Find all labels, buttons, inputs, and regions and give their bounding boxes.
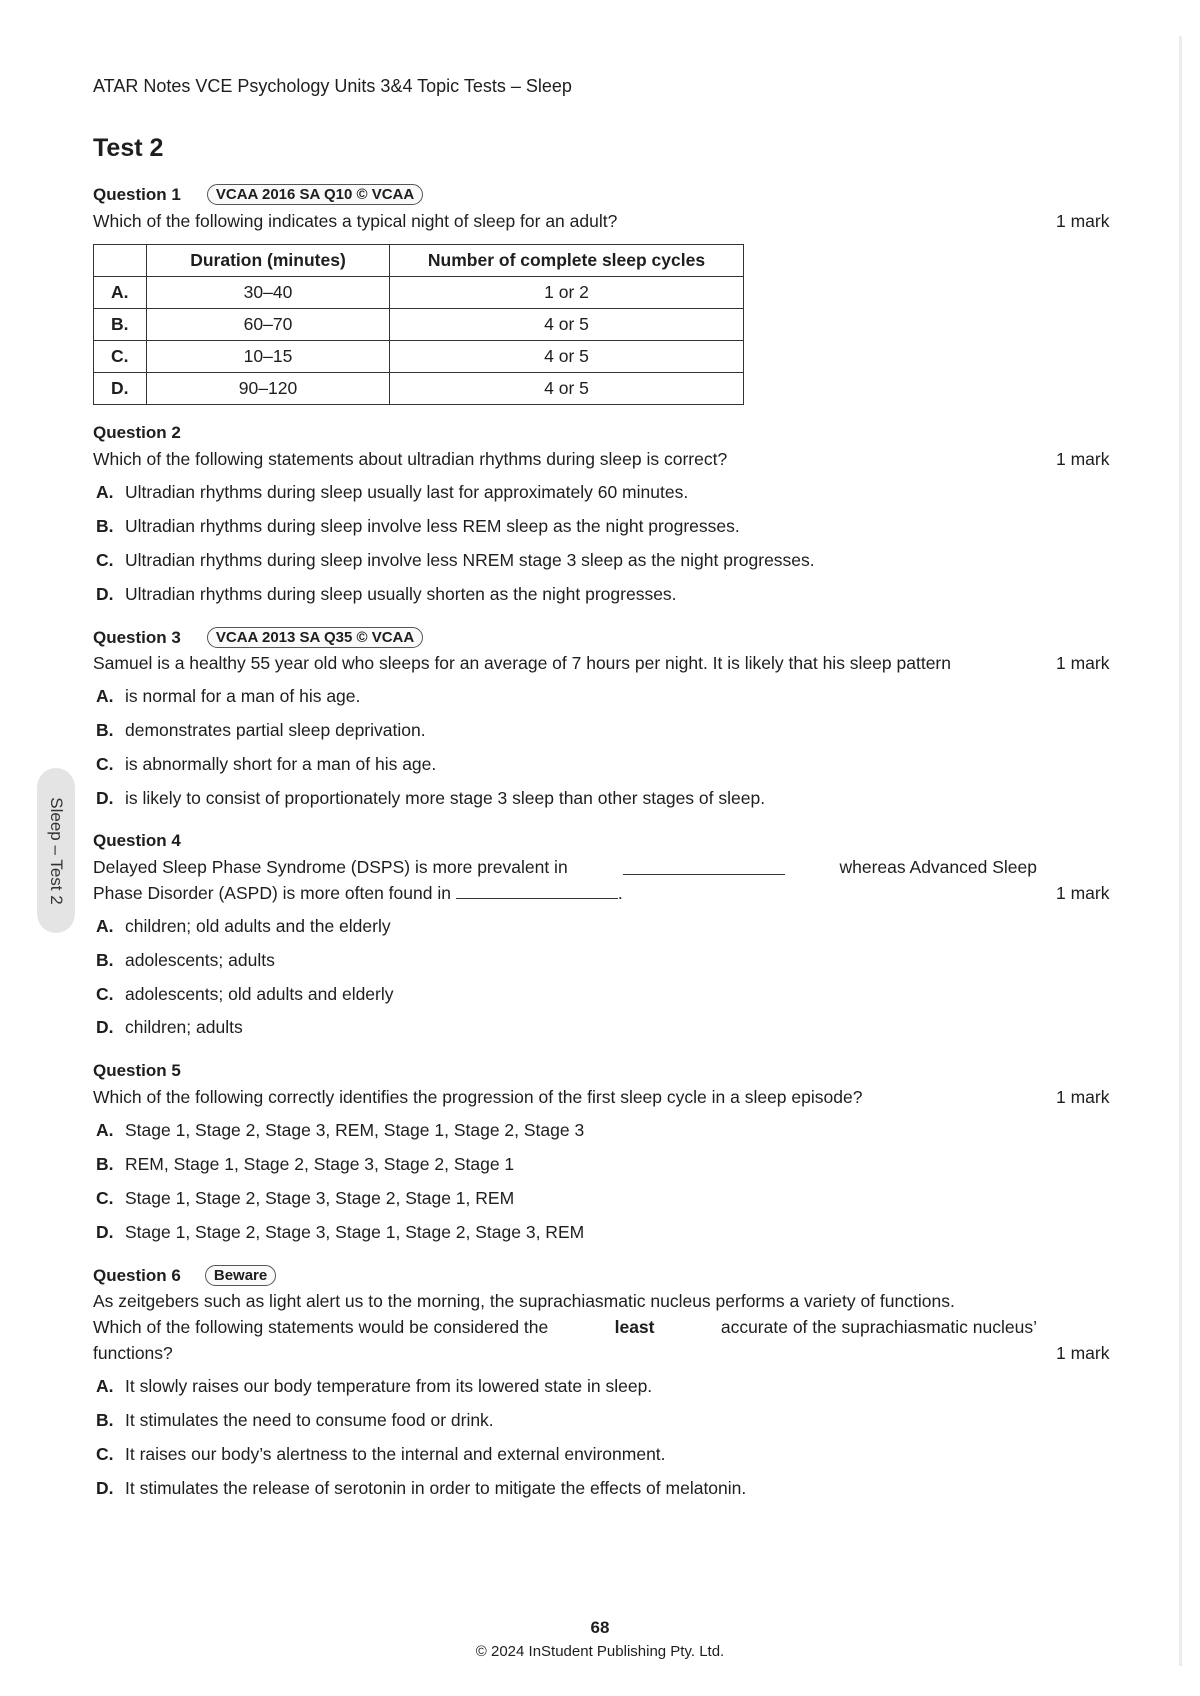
option-letter: C. [96, 1444, 114, 1464]
option-c [96, 550, 815, 571]
question-6-text-line3: functions? [93, 1343, 173, 1363]
question-1-heading [93, 184, 423, 205]
option-a [96, 1120, 584, 1141]
option-text: It stimulates the release of serotonin in order to mitigate the effects of melatonin. [125, 1478, 747, 1498]
table-cell: A. [94, 277, 147, 309]
source-badge: VCAA 2013 SA Q35 © VCAA [207, 627, 423, 648]
option-text: adolescents; adults [125, 950, 275, 970]
option-letter: B. [96, 950, 114, 970]
option-a [96, 916, 391, 937]
option-text: Stage 1, Stage 2, Stage 3, Stage 2, Stage 1, REM [125, 1188, 515, 1208]
question-label: Question 5 [93, 1061, 181, 1080]
table-cell: 60–70 [147, 309, 390, 341]
question-2-mark: 1 mark [1056, 449, 1110, 469]
table-row [94, 277, 744, 309]
option-c [96, 1188, 514, 1209]
table-row [94, 373, 744, 405]
option-text: It raises our body’s alertness to the internal and external environment. [125, 1444, 666, 1464]
question-6-heading [93, 1265, 276, 1286]
running-header: ATAR Notes VCE Psychology Units 3&4 Topic Tests – Sleep [93, 76, 572, 96]
option-text: Ultradian rhythms during sleep involve less NREM stage 3 sleep as the night progresses. [125, 550, 815, 570]
option-letter: D. [96, 1222, 114, 1242]
page-edge-divider [1179, 36, 1182, 1666]
option-b [96, 1154, 514, 1175]
option-a [96, 1376, 652, 1397]
option-text: demonstrates partial sleep deprivation. [125, 720, 426, 740]
option-text: It slowly raises our body temperature from its lowered state in sleep. [125, 1376, 653, 1396]
option-letter: D. [96, 584, 114, 604]
page-number: 68 [590, 1618, 610, 1637]
question-6-text-line2 [93, 1314, 1037, 1340]
option-letter: D. [96, 1017, 114, 1037]
option-letter: B. [96, 516, 114, 536]
question-3-heading [93, 627, 423, 648]
option-text: Stage 1, Stage 2, Stage 3, Stage 1, Stage 2, Stage 3, REM [125, 1222, 585, 1242]
option-letter: A. [96, 686, 114, 706]
option-b [96, 950, 275, 971]
table-row [94, 309, 744, 341]
source-badge: VCAA 2016 SA Q10 © VCAA [207, 184, 423, 205]
question-label: Question 4 [93, 831, 181, 850]
emphasis-text: least [614, 1317, 655, 1337]
section-side-tab [37, 768, 75, 933]
question-label: Question 3 [93, 627, 181, 647]
table-cell: C. [94, 341, 147, 373]
option-d [96, 584, 677, 605]
question-label: Question 2 [93, 423, 181, 442]
answer-blank [456, 882, 618, 899]
option-a [96, 482, 688, 503]
copyright-notice: © 2024 InStudent Publishing Pty. Ltd. [475, 1643, 725, 1660]
question-label: Question 1 [93, 184, 181, 204]
question-6-mark: 1 mark [1056, 1343, 1110, 1363]
option-c [96, 1444, 666, 1465]
question-text-part: Delayed Sleep Phase Syndrome (DSPS) is more prevalent in [93, 857, 568, 877]
option-letter: C. [96, 550, 114, 570]
table-cell: 4 or 5 [390, 373, 744, 405]
option-text: children; adults [125, 1017, 243, 1037]
option-text: REM, Stage 1, Stage 2, Stage 3, Stage 2, Stage 1 [125, 1154, 515, 1174]
option-text: is normal for a man of his age. [125, 686, 361, 706]
option-c [96, 984, 394, 1005]
table-cell: 90–120 [147, 373, 390, 405]
option-letter: A. [96, 1120, 114, 1140]
option-text: Ultradian rhythms during sleep usually last for approximately 60 minutes. [125, 482, 689, 502]
option-d [96, 1222, 584, 1243]
option-b [96, 516, 740, 537]
table-cell: 4 or 5 [390, 341, 744, 373]
question-4-mark: 1 mark [1056, 883, 1110, 903]
question-5-text: Which of the following correctly identifies the progression of the first sleep cycle in a sleep episode? [93, 1087, 863, 1107]
question-2-text: Which of the following statements about ultradian rhythms during sleep is correct? [93, 449, 728, 469]
question-text-part: Which of the following statements would be considered the [93, 1317, 549, 1337]
option-text: Ultradian rhythms during sleep usually shorten as the night progresses. [125, 584, 677, 604]
option-text: is likely to consist of proportionately more stage 3 sleep than other stages of sleep. [125, 788, 766, 808]
question-3-mark: 1 mark [1056, 653, 1110, 673]
table-cell: 1 or 2 [390, 277, 744, 309]
table-header-cell: Duration (minutes) [147, 245, 390, 277]
option-letter: C. [96, 754, 114, 774]
test-title: Test 2 [93, 134, 164, 162]
option-text: It stimulates the need to consume food or drink. [125, 1410, 494, 1430]
question-text-part: whereas Advanced Sleep [839, 857, 1037, 877]
question-text-part: Phase Disorder (ASPD) is more often found in [93, 883, 451, 903]
option-letter: B. [96, 1154, 114, 1174]
answer-blank [623, 858, 785, 875]
table-cell: 30–40 [147, 277, 390, 309]
option-text: Ultradian rhythms during sleep involve less REM sleep as the night progresses. [125, 516, 740, 536]
option-d [96, 1478, 746, 1499]
question-text-part: accurate of the suprachiasmatic nucleus’ [720, 1317, 1037, 1337]
table-cell: 4 or 5 [390, 309, 744, 341]
table-header-cell: Number of complete sleep cycles [390, 245, 744, 277]
option-letter: D. [96, 1478, 114, 1498]
question-text-part: . [617, 883, 623, 903]
question-5-heading [93, 1061, 181, 1081]
option-letter: A. [96, 482, 114, 502]
side-tab-label: Sleep – Test 2 [47, 796, 66, 905]
option-letter: A. [96, 916, 114, 936]
option-b [96, 720, 426, 741]
option-letter: B. [96, 1410, 114, 1430]
question-6-text-line1: As zeitgebers such as light alert us to the morning, the suprachiasmatic nucleus performs a variety of functions. [93, 1291, 955, 1311]
option-text: children; old adults and the elderly [125, 916, 391, 936]
table-row [94, 341, 744, 373]
question-1-mark: 1 mark [1056, 211, 1110, 231]
table-cell: B. [94, 309, 147, 341]
question-4-text-line2 [93, 880, 623, 906]
table-cell: D. [94, 373, 147, 405]
option-letter: C. [96, 984, 114, 1004]
option-text: adolescents; old adults and elderly [125, 984, 394, 1004]
option-text: is abnormally short for a man of his age. [125, 754, 437, 774]
question-4-text-line1 [93, 854, 1037, 880]
question-3-text: Samuel is a healthy 55 year old who sleeps for an average of 7 hours per night. It is likely that his sleep pattern [93, 653, 951, 673]
question-2-heading [93, 423, 181, 443]
option-d [96, 1017, 243, 1038]
table-cell: 10–15 [147, 341, 390, 373]
option-letter: D. [96, 788, 114, 808]
table-header-row [94, 245, 744, 277]
question-5-mark: 1 mark [1056, 1087, 1110, 1107]
question-1-text: Which of the following indicates a typical night of sleep for an adult? [93, 211, 618, 231]
option-d [96, 788, 765, 809]
question-label: Question 6 [93, 1265, 181, 1285]
option-text: Stage 1, Stage 2, Stage 3, REM, Stage 1, Stage 2, Stage 3 [125, 1120, 585, 1140]
question-1-table [93, 244, 744, 405]
table-header-cell [94, 245, 147, 277]
question-4-heading [93, 831, 181, 851]
beware-badge: Beware [205, 1265, 276, 1286]
option-letter: B. [96, 720, 114, 740]
option-c [96, 754, 436, 775]
option-b [96, 1410, 494, 1431]
option-letter: A. [96, 1376, 114, 1396]
option-letter: C. [96, 1188, 114, 1208]
option-a [96, 686, 360, 707]
